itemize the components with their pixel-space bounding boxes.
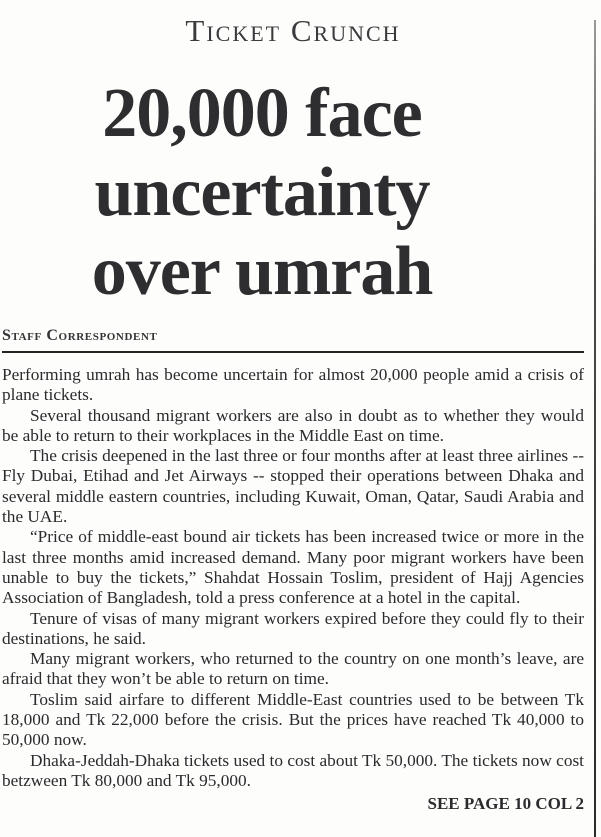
article-paragraph: Dhaka-Jeddah-Dhaka tickets used to cost about Tk 50,000. The tickets now cost betzween Tk 80,000 and Tk 95,000. (2, 750, 584, 790)
continuation-note: SEE PAGE 10 COL 2 (427, 794, 584, 814)
article-paragraph: The crisis deepened in the last three or four months after at least three airlines -- Fly Dubai, Etihad and Jet Airways -- stopped their operations between Dhaka and several middle eastern countries, including Kuwait, Oman, Qatar, Saudi Arabia and the UAE. (2, 446, 584, 527)
byline: Staff Correspondent (2, 327, 158, 344)
headline-line-1: 20,000 face (102, 75, 422, 152)
headline (2, 74, 584, 311)
headline-line-2: uncertainty (94, 154, 430, 231)
article-paragraph: Toslim said airfare to different Middle-East countries used to be between Tk 18,000 and Tk 22,000 before the crisis. But the prices have reached Tk 40,000 to 50,000 now. (2, 689, 584, 750)
byline-divider (2, 351, 584, 353)
article-paragraph: “Price of middle-east bound air tickets has been increased twice or more in the last three months amid increased demand. Many poor migrant workers have been unable to buy the tickets,” Shahdat Hossain Toslim, president of Hajj Agencies Association of Bangladesh, told a press conference at a hotel in the capital. (2, 527, 584, 608)
article-paragraph: Many migrant workers, who returned to the country on one month’s leave, are afraid that they won’t be able to return on time. (2, 649, 584, 689)
article-paragraph: Several thousand migrant workers are also in doubt as to whether they would be able to return to their workplaces in the Middle East on time. (2, 405, 584, 445)
article-body (2, 365, 584, 791)
kicker: Ticket Crunch (185, 13, 401, 48)
headline-line-3: over umrah (91, 233, 433, 310)
column-divider (594, 20, 596, 837)
article-paragraph: Tenure of visas of many migrant workers expired before they could fly to their destinations, he said. (2, 608, 584, 648)
article-paragraph: Performing umrah has become uncertain for almost 20,000 people amid a crisis of plane tickets. (2, 365, 584, 405)
